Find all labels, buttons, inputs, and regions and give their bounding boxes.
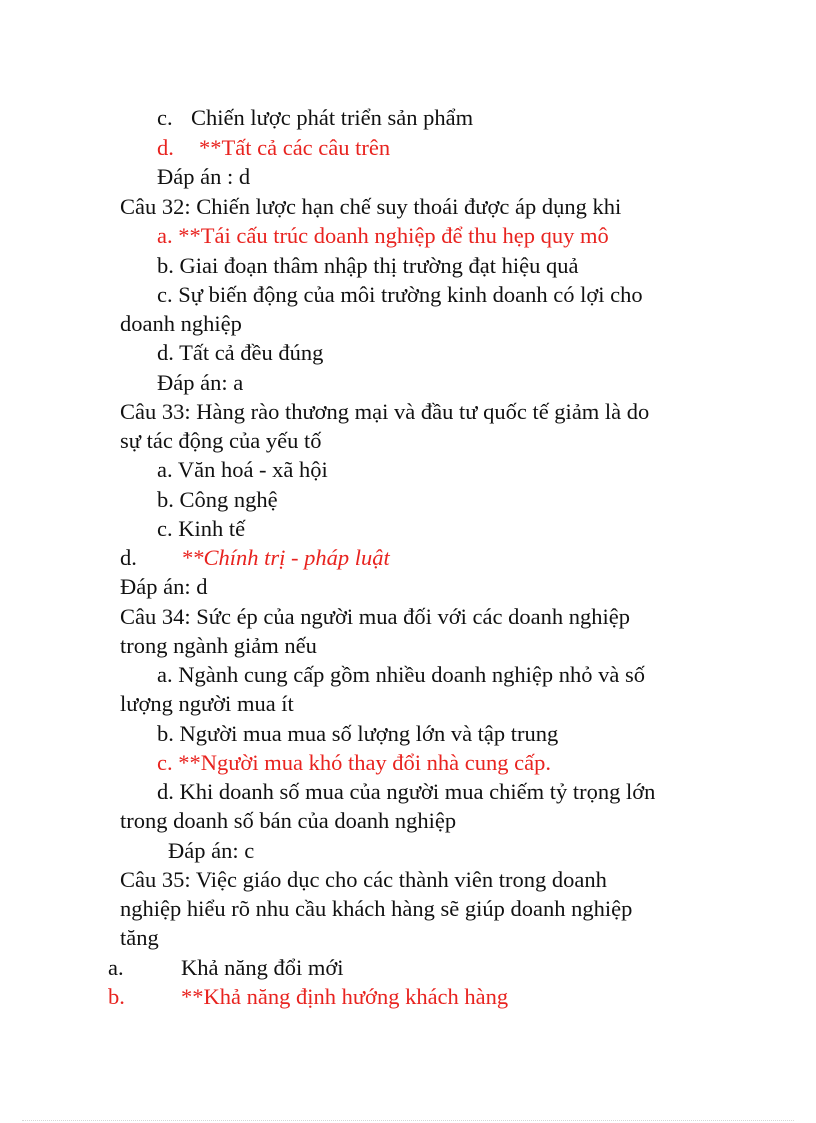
option-continuation: lượng người mua ít <box>120 691 294 716</box>
answer-key: Đáp án: a <box>157 370 244 395</box>
option-continuation: doanh nghiệp <box>120 311 242 336</box>
correct-option-label: d. <box>157 135 174 160</box>
option: b. Người mua mua số lượng lớn và tập trung <box>157 721 559 746</box>
option: c. Sự biến động của môi trường kinh doanh có lợi cho <box>157 282 643 307</box>
question-continuation: nghiệp hiểu rõ nhu cầu khách hàng sẽ giúp doanh nghiệp <box>120 896 633 921</box>
correct-option-label: b. <box>108 984 125 1009</box>
option-label: d. <box>120 545 137 570</box>
option-text: Chiến lược phát triển sản phẩm <box>191 105 474 130</box>
correct-option: c. **Người mua khó thay đổi nhà cung cấp. <box>157 750 552 775</box>
option-continuation: trong doanh số bán của doanh nghiệp <box>120 808 457 833</box>
option: a. Ngành cung cấp gồm nhiều doanh nghiệp nhỏ và số <box>157 662 646 687</box>
option: d. Tất cả đều đúng <box>157 340 324 365</box>
option: b. Công nghệ <box>157 487 278 512</box>
option-text: Khả năng đổi mới <box>181 955 344 980</box>
question-35: Câu 35: Việc giáo dục cho các thành viên trong doanh <box>120 867 607 892</box>
answer-key: Đáp án: d <box>120 574 208 599</box>
question-33: Câu 33: Hàng rào thương mại và đầu tư quốc tế giảm là do <box>120 399 650 424</box>
answer-key: Đáp án : d <box>157 164 251 189</box>
option-label: a. <box>108 955 124 980</box>
option: b. Giai đoạn thâm nhập thị trường đạt hiệu quả <box>157 253 579 278</box>
answer-key: Đáp án: c <box>168 838 255 863</box>
correct-option: a. **Tái cấu trúc doanh nghiệp để thu hẹp quy mô <box>157 223 609 248</box>
question-32: Câu 32: Chiến lược hạn chế suy thoái được áp dụng khi <box>120 194 622 219</box>
option-label: c. <box>157 105 173 130</box>
question-continuation: sự tác động của yếu tố <box>120 428 322 453</box>
question-continuation: trong ngành giảm nếu <box>120 633 317 658</box>
page-bottom-rule <box>22 1120 794 1121</box>
question-continuation: tăng <box>120 925 159 950</box>
correct-option-text: **Chính trị - pháp luật <box>181 545 390 570</box>
correct-option-text: **Tất cả các câu trên <box>199 135 391 160</box>
option: c. Kinh tế <box>157 516 246 541</box>
correct-option-text: **Khả năng định hướng khách hàng <box>181 984 509 1009</box>
option: d. Khi doanh số mua của người mua chiếm tỷ trọng lớn <box>157 779 656 804</box>
option: a. Văn hoá - xã hội <box>157 457 328 482</box>
question-34: Câu 34: Sức ép của người mua đối với các doanh nghiệp <box>120 604 630 629</box>
